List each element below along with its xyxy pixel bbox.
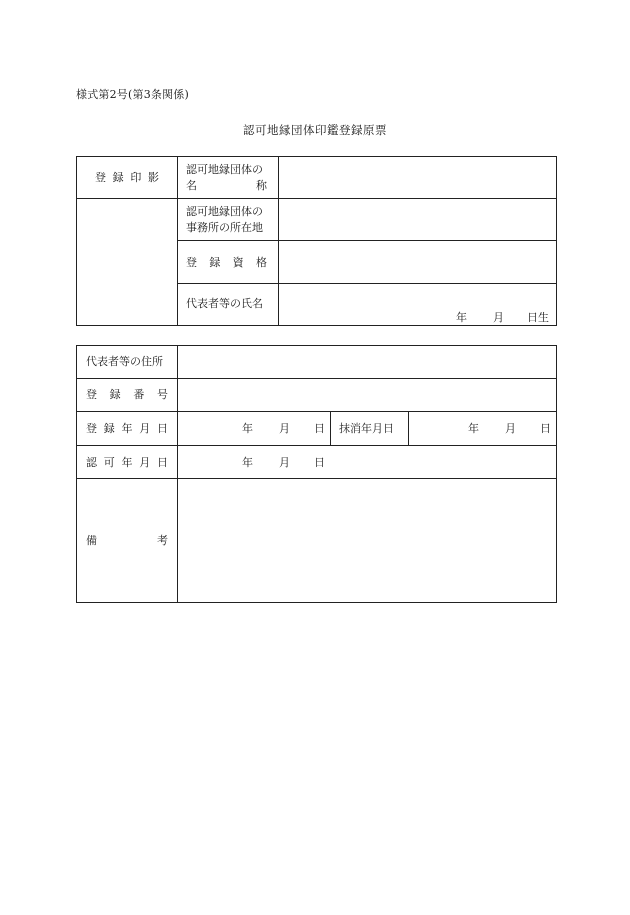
label-char: 録 xyxy=(112,171,124,184)
label-char: 録 xyxy=(109,388,121,401)
registration-qualification-label xyxy=(186,257,267,268)
reg-year-label: 年 xyxy=(242,422,253,435)
label-char: 認 xyxy=(86,456,97,469)
label-char: 印 xyxy=(130,171,142,184)
office-address-label xyxy=(186,204,263,236)
remarks-char-2: 考 xyxy=(157,534,168,547)
label-char: 登 xyxy=(86,422,97,435)
representative-address-field[interactable] xyxy=(178,346,556,378)
approval-year-label: 年 xyxy=(242,456,253,469)
label-char: 登 xyxy=(95,171,106,184)
form-number-label: 様式第2号(第3条関係) xyxy=(76,88,189,101)
name-char-1: 名 xyxy=(186,179,197,192)
label-char: 可 xyxy=(103,456,115,469)
representative-address-label: 代表者等の住所 xyxy=(86,355,163,368)
registration-qualification-field[interactable] xyxy=(279,241,556,283)
label-char: 録 xyxy=(103,422,115,435)
label-char: 番 xyxy=(133,388,145,401)
approval-date-field[interactable] xyxy=(178,446,556,478)
approval-date-label xyxy=(86,457,168,468)
cancel-month-label: 月 xyxy=(505,422,516,435)
remarks-char-1: 備 xyxy=(86,534,97,547)
label-char: 号 xyxy=(156,388,168,401)
representative-name-label: 代表者等の氏名 xyxy=(186,297,263,310)
registration-date-label xyxy=(86,423,168,434)
seal-impression-area[interactable] xyxy=(77,199,177,325)
reg-day-label: 日 xyxy=(314,422,325,435)
document-title: 認可地縁団体印鑑登録原票 xyxy=(243,123,387,137)
seal-impression-label xyxy=(95,172,159,183)
label-char: 登 xyxy=(186,256,197,269)
approval-day-label: 日 xyxy=(314,456,325,469)
office-label-line2: 事務所の所在地 xyxy=(186,221,263,234)
birth-year-label: 年 xyxy=(456,311,467,324)
registration-date-field[interactable] xyxy=(178,412,330,445)
registration-number-label xyxy=(86,389,168,400)
birth-day-label: 日生 xyxy=(527,311,549,324)
label-char: 資 xyxy=(232,256,244,269)
label-char: 年 xyxy=(121,422,133,435)
name-char-2: 称 xyxy=(256,179,267,192)
office-address-field[interactable] xyxy=(279,199,556,240)
approval-month-label: 月 xyxy=(279,456,290,469)
representative-name-field[interactable] xyxy=(279,284,556,325)
label-char: 影 xyxy=(147,171,159,184)
cancellation-date-field[interactable] xyxy=(409,412,556,445)
cancellation-date-label: 抹消年月日 xyxy=(339,422,394,435)
group-name-label-line2 xyxy=(186,180,267,191)
birth-month-label: 月 xyxy=(493,311,504,324)
office-label-line1: 認可地縁団体の xyxy=(186,205,263,218)
cancel-year-label: 年 xyxy=(468,422,479,435)
label-char: 年 xyxy=(121,456,133,469)
label-char: 格 xyxy=(255,256,267,269)
label-char: 月 xyxy=(139,456,151,469)
label-char: 月 xyxy=(139,422,151,435)
registration-number-field[interactable] xyxy=(178,379,556,411)
table1-col-divider-1 xyxy=(177,156,178,326)
cancel-label-divider-left xyxy=(330,411,331,445)
remarks-label xyxy=(86,535,168,546)
group-name-field[interactable] xyxy=(279,157,556,198)
label-char: 日 xyxy=(157,456,168,469)
group-name-label-line1: 認可地縁団体の xyxy=(186,163,263,176)
reg-month-label: 月 xyxy=(279,422,290,435)
remarks-field[interactable] xyxy=(178,479,556,602)
label-char: 録 xyxy=(209,256,221,269)
label-char: 登 xyxy=(86,388,97,401)
cancel-day-label: 日 xyxy=(540,422,551,435)
label-char: 日 xyxy=(157,422,168,435)
